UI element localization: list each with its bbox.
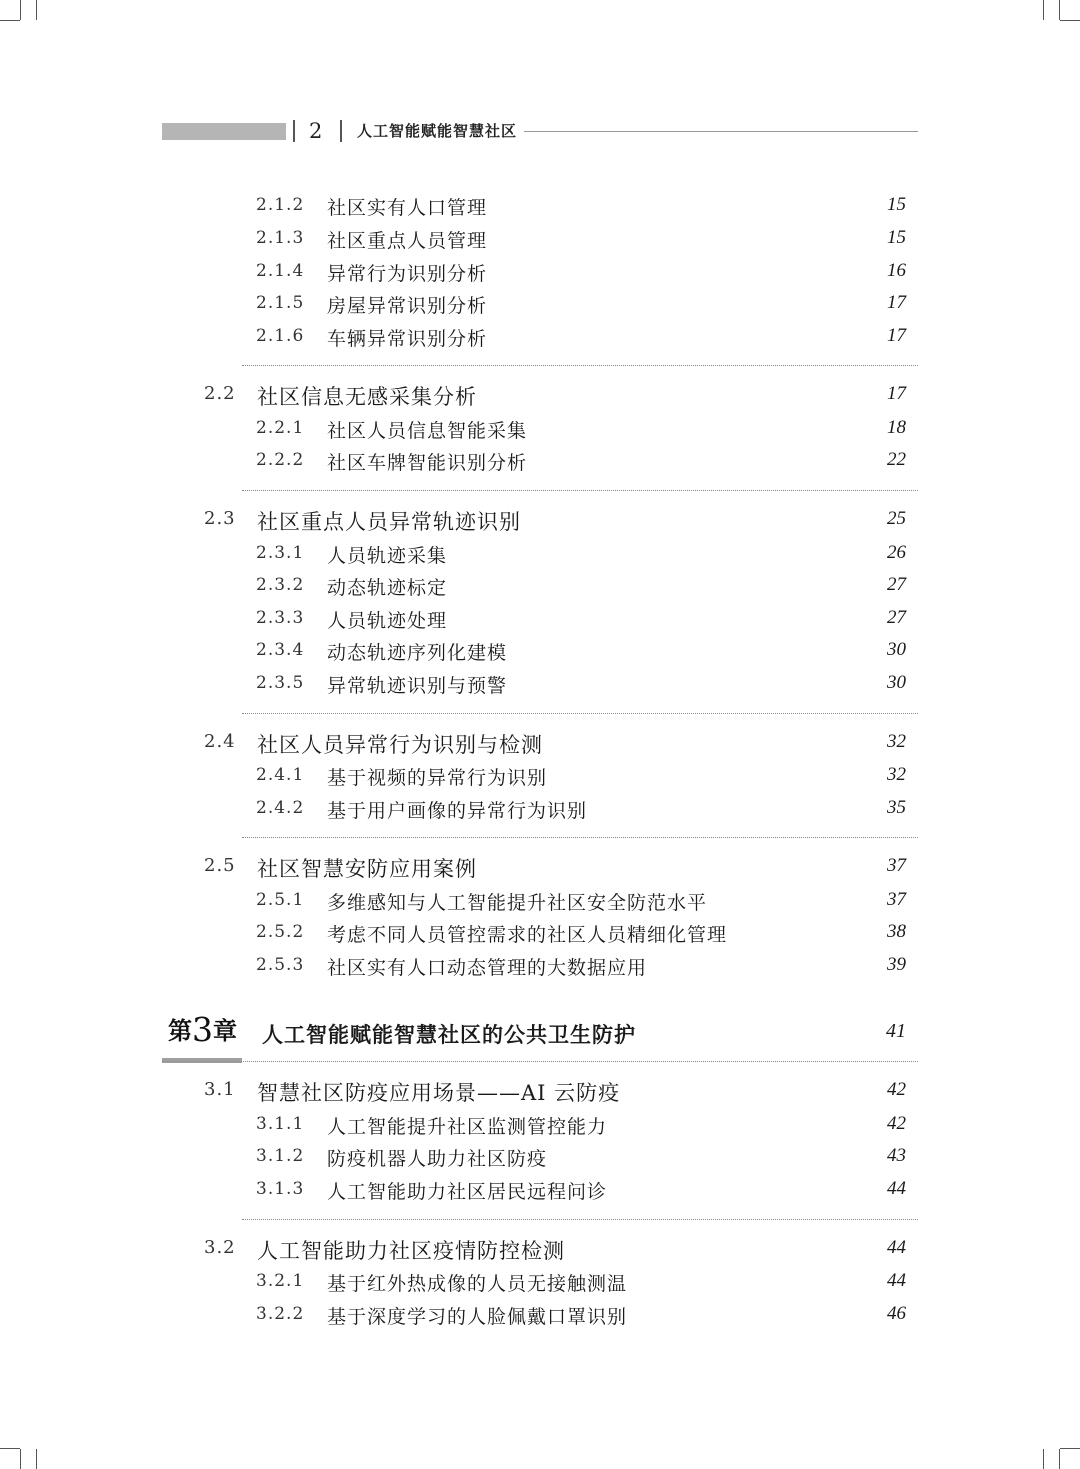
entry-page: 38 [887, 921, 906, 942]
dotted-divider [242, 837, 918, 838]
entry-page: 22 [887, 449, 906, 470]
entry-title: 人员轨迹处理 [327, 610, 448, 632]
entry-number: 2.1.5 [256, 293, 305, 313]
entry-page: 41 [886, 1020, 906, 1042]
book-title: 人工智能赋能智慧社区 [357, 122, 518, 140]
entry-title: 车辆异常识别分析 [327, 328, 488, 350]
entry-title: 社区人员异常行为识别与检测 [257, 733, 543, 757]
entry-number: 2.2.1 [256, 418, 305, 438]
entry-page: 43 [887, 1145, 906, 1166]
dotted-divider [242, 365, 918, 366]
entry-number: 2.3.3 [256, 608, 305, 628]
entry-title: 社区车牌智能识别分析 [327, 452, 528, 474]
entry-number: 2.1.2 [256, 195, 305, 215]
toc-entry[interactable] [0, 447, 1080, 477]
dotted-divider [242, 490, 918, 491]
toc-entry[interactable] [0, 1301, 1080, 1331]
entry-number: 3.1.3 [256, 1179, 305, 1199]
entry-number: 2.1.4 [256, 261, 305, 281]
entry-title: 智慧社区防疫应用场景——AI 云防疫 [257, 1081, 621, 1105]
page-number: 2 [309, 119, 323, 143]
entry-title: 社区实有人口管理 [327, 197, 488, 219]
entry-title: 人工智能助力社区居民远程问诊 [327, 1181, 608, 1203]
entry-number: 2.4.2 [256, 798, 305, 818]
entry-number: 3.2.1 [256, 1271, 305, 1291]
entry-number: 2.3.1 [256, 543, 305, 563]
toc-entry[interactable] [0, 1235, 1080, 1265]
entry-title: 动态轨迹标定 [327, 577, 448, 599]
dotted-divider [162, 1061, 918, 1062]
toc-entry[interactable] [0, 572, 1080, 602]
entry-page: 17 [887, 383, 906, 404]
toc-entry[interactable] [0, 670, 1080, 700]
entry-title: 社区重点人员异常轨迹识别 [257, 510, 521, 534]
toc-entry[interactable] [0, 415, 1080, 445]
toc-entry[interactable] [0, 795, 1080, 825]
toc-entry[interactable] [0, 637, 1080, 667]
entry-page: 26 [887, 542, 906, 563]
toc-entry[interactable] [0, 952, 1080, 982]
entry-number: 2.5.3 [256, 955, 305, 975]
toc-chapter-entry[interactable] [0, 1010, 1080, 1054]
entry-page: 46 [887, 1303, 906, 1324]
entry-title: 房屋异常识别分析 [327, 295, 488, 317]
chapter-suffix: 章 [213, 1016, 237, 1045]
entry-page: 32 [887, 731, 906, 752]
entry-number: 2.4 [204, 731, 236, 752]
entry-title: 人工智能提升社区监测管控能力 [327, 1116, 608, 1138]
toc-entry[interactable] [0, 1176, 1080, 1206]
entry-number: 2.3.4 [256, 640, 305, 660]
entry-page: 17 [887, 325, 906, 346]
entry-page: 42 [887, 1079, 906, 1100]
toc-entry[interactable] [0, 1268, 1080, 1298]
toc-entry[interactable] [0, 323, 1080, 353]
entry-number: 2.2 [204, 383, 236, 404]
toc-entry[interactable] [0, 381, 1080, 411]
toc-entry[interactable] [0, 853, 1080, 883]
toc-entry[interactable] [0, 762, 1080, 792]
entry-page: 25 [887, 508, 906, 529]
entry-page: 27 [887, 574, 906, 595]
entry-page: 27 [887, 607, 906, 628]
entry-number: 3.1.2 [256, 1146, 305, 1166]
chapter-title: 人工智能赋能智慧社区的公共卫生防护 [262, 1023, 636, 1047]
entry-title: 异常轨迹识别与预警 [327, 675, 508, 697]
entry-number: 3.1 [204, 1079, 236, 1100]
entry-title: 基于红外热成像的人员无接触测温 [327, 1273, 628, 1295]
toc-entry[interactable] [0, 729, 1080, 759]
entry-number: 2.4.1 [256, 765, 305, 785]
entry-number: 2.5 [204, 855, 236, 876]
entry-page: 30 [887, 672, 906, 693]
entry-title: 社区人员信息智能采集 [327, 420, 528, 442]
toc-entry[interactable] [0, 1077, 1080, 1107]
entry-title: 考虑不同人员管控需求的社区人员精细化管理 [327, 924, 728, 946]
toc-entry[interactable] [0, 605, 1080, 635]
entry-page: 37 [887, 855, 906, 876]
dotted-divider [242, 1219, 918, 1220]
toc-entry[interactable] [0, 290, 1080, 320]
entry-page: 42 [887, 1113, 906, 1134]
toc-entry[interactable] [0, 1111, 1080, 1141]
entry-title: 社区智慧安防应用案例 [257, 857, 477, 881]
entry-number: 2.3.2 [256, 575, 305, 595]
toc-entry[interactable] [0, 919, 1080, 949]
toc-entry[interactable] [0, 192, 1080, 222]
entry-number: 2.5.2 [256, 922, 305, 942]
entry-page: 16 [887, 260, 906, 281]
entry-page: 44 [887, 1237, 906, 1258]
entry-title: 基于视频的异常行为识别 [327, 767, 548, 789]
entry-number: 2.3 [204, 508, 236, 529]
entry-title: 基于用户画像的异常行为识别 [327, 800, 588, 822]
entry-page: 17 [887, 292, 906, 313]
entry-number: 3.1.1 [256, 1114, 305, 1134]
entry-number: 2.2.2 [256, 450, 305, 470]
entry-number: 3.2.2 [256, 1304, 305, 1324]
entry-title: 动态轨迹序列化建模 [327, 642, 508, 664]
entry-page: 15 [887, 194, 906, 215]
entry-page: 32 [887, 764, 906, 785]
entry-page: 37 [887, 889, 906, 910]
entry-title: 防疫机器人助力社区防疫 [327, 1148, 548, 1170]
chapter-digit: 3 [192, 1010, 213, 1049]
toc-entry[interactable] [0, 506, 1080, 536]
dotted-divider [242, 713, 918, 714]
toc-entry[interactable] [0, 1143, 1080, 1173]
entry-number: 2.1.6 [256, 326, 305, 346]
chapter-prefix: 第 [168, 1016, 192, 1045]
entry-page: 44 [887, 1178, 906, 1199]
toc-entry[interactable] [0, 258, 1080, 288]
entry-page: 44 [887, 1270, 906, 1291]
entry-number: 2.1.3 [256, 228, 305, 248]
entry-title: 社区重点人员管理 [327, 230, 488, 252]
entry-number: 2.5.1 [256, 890, 305, 910]
entry-title: 社区信息无感采集分析 [257, 385, 477, 409]
entry-page: 18 [887, 417, 906, 438]
entry-page: 35 [887, 797, 906, 818]
toc-entry[interactable] [0, 225, 1080, 255]
toc-entry[interactable] [0, 887, 1080, 917]
entry-title: 人员轨迹采集 [327, 545, 448, 567]
entry-number: 2.3.5 [256, 673, 305, 693]
entry-page: 15 [887, 227, 906, 248]
entry-title: 基于深度学习的人脸佩戴口罩识别 [327, 1306, 628, 1328]
entry-title: 异常行为识别分析 [327, 263, 488, 285]
chapter-number [168, 1010, 237, 1049]
entry-page: 30 [887, 639, 906, 660]
entry-title: 多维感知与人工智能提升社区安全防范水平 [327, 892, 708, 914]
toc-entry[interactable] [0, 540, 1080, 570]
entry-title: 社区实有人口动态管理的大数据应用 [327, 957, 648, 979]
entry-page: 39 [887, 954, 906, 975]
entry-title: 人工智能助力社区疫情防控检测 [257, 1239, 565, 1263]
entry-number: 3.2 [204, 1237, 236, 1258]
